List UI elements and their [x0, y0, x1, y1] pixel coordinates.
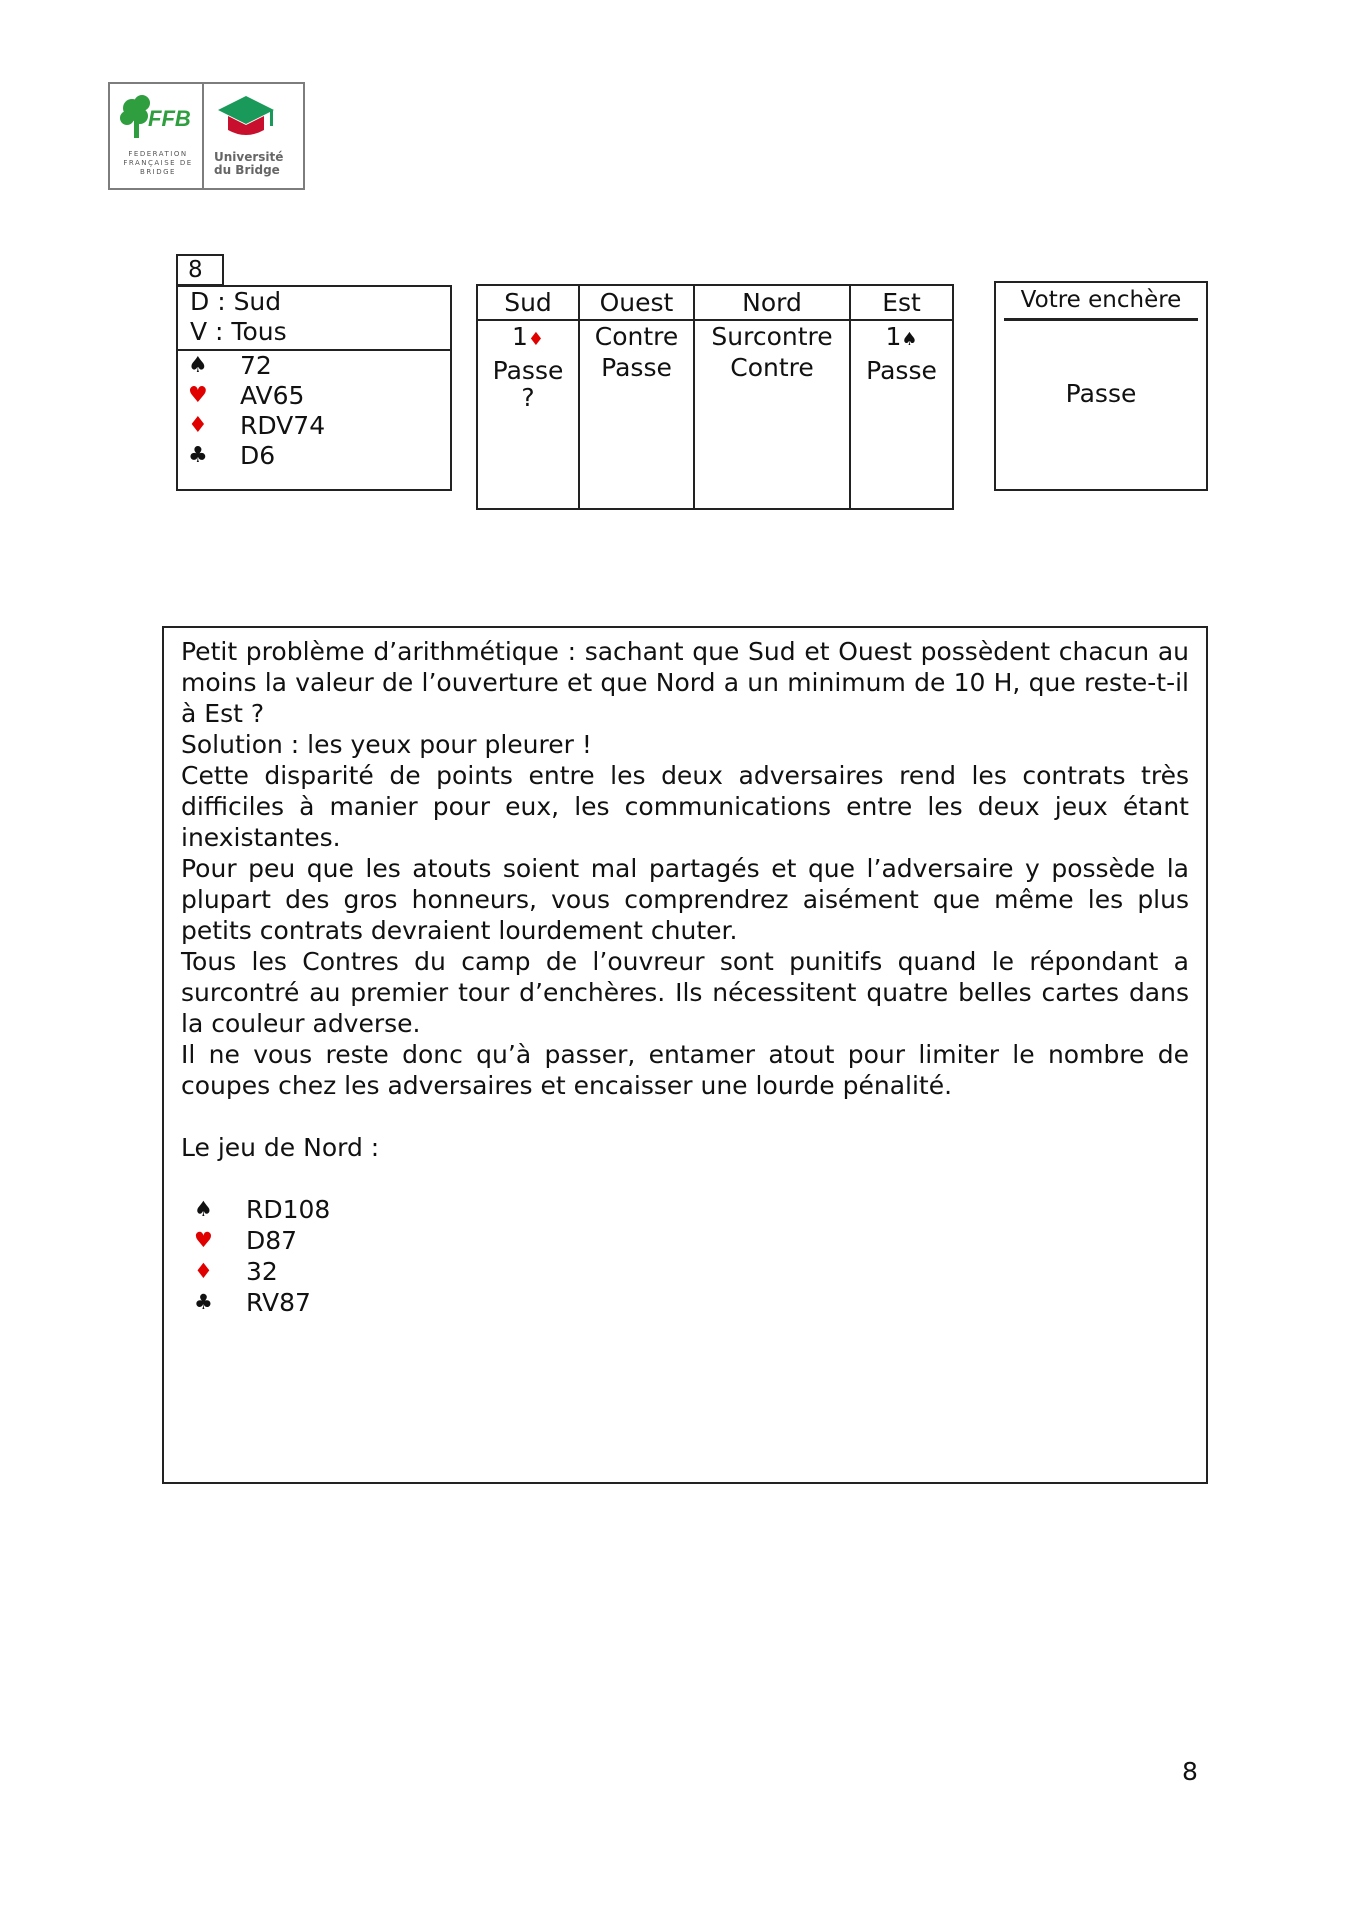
diamond-icon: ♦ — [188, 413, 208, 438]
north-spades: RD108 — [246, 1195, 331, 1224]
bid-sud-3: ? — [521, 383, 535, 412]
bid-est-1: 1♠ — [885, 322, 918, 351]
solution-text — [181, 636, 1189, 1101]
bidding-table — [476, 284, 954, 510]
bid-column-ouest — [580, 286, 693, 508]
deal-box — [176, 285, 452, 491]
diamond-icon: ♦ — [527, 329, 545, 350]
hand-hearts: AV65 — [240, 381, 305, 410]
bid-column-est — [851, 286, 952, 508]
north-clubs: RV87 — [246, 1288, 311, 1317]
page-number: 8 — [1182, 1757, 1198, 1786]
bid-column-sud — [478, 286, 578, 508]
club-icon: ♣ — [194, 1290, 213, 1314]
deal-number: 8 — [176, 254, 224, 286]
ffb-tree-icon — [118, 94, 198, 148]
diamond-icon: ♦ — [194, 1259, 213, 1283]
bid-est-2: Passe — [866, 356, 937, 385]
spade-icon: ♠ — [194, 1197, 213, 1221]
bid-nord-1: Surcontre — [711, 322, 833, 351]
bid-header-est: Est — [851, 286, 952, 321]
bid-nord-2: Contre — [730, 353, 814, 382]
hand-diamonds: RDV74 — [240, 411, 326, 440]
ffb-mark: FFB — [148, 106, 191, 131]
bid-ouest-1: Contre — [594, 322, 679, 351]
spade-icon: ♠ — [188, 353, 208, 378]
solution-box — [162, 626, 1208, 1484]
bid-ouest-2: Passe — [601, 353, 672, 382]
heart-icon: ♥ — [194, 1228, 213, 1252]
ffb-logo — [108, 82, 305, 190]
heart-icon: ♥ — [188, 383, 208, 408]
vulnerability-label: V : Tous — [190, 317, 287, 346]
solution-paragraph-1: Petit problème d’arithmétique : sachant que Sud et Ouest possèdent chacun au moins la valeur de l’ouverture et que Nord a un minimum de 10 H, que reste-t-il à Est ? — [181, 637, 1189, 728]
solution-paragraph-5: Tous les Contres du camp de l’ouvreur sont punitifs quand le répondant a surcontré au premier tour d’enchères. Ils nécessitent quatre belles cartes dans la couleur adverse. — [181, 947, 1189, 1038]
north-hearts: D87 — [246, 1226, 298, 1255]
club-icon: ♣ — [188, 443, 208, 468]
dealer-label: D : Sud — [190, 287, 282, 316]
graduation-cap-icon — [214, 92, 278, 148]
votre-enchere-box — [994, 281, 1208, 491]
bid-sud-2: Passe — [492, 356, 564, 385]
votre-enchere-answer: Passe — [1065, 379, 1137, 408]
deal-separator — [178, 349, 450, 351]
votre-enchere-rule — [1004, 318, 1198, 321]
hand-clubs: D6 — [240, 441, 276, 470]
solution-paragraph-3: Cette disparité de points entre les deux adversaires rend les contrats très difficiles à manier pour eux, les communications entre les deux jeux étant inexistantes. — [181, 761, 1189, 852]
north-hand-title: Le jeu de Nord : — [181, 1133, 380, 1162]
bid-header-ouest: Ouest — [580, 286, 693, 321]
solution-paragraph-2: Solution : les yeux pour pleurer ! — [181, 730, 592, 759]
ffb-subtitle: FEDERATION FRANÇAISE DE BRIDGE — [123, 150, 193, 176]
bid-sud-1: 1♦ — [511, 322, 545, 351]
solution-paragraph-6: Il ne vous reste donc qu’à passer, entamer atout pour limiter le nombre de coupes chez les adversaires et encaisser une lourde pénalité. — [181, 1040, 1189, 1100]
hand-spades: 72 — [240, 351, 272, 380]
bid-header-sud: Sud — [478, 286, 578, 321]
north-diamonds: 32 — [246, 1257, 278, 1286]
bid-column-nord — [695, 286, 849, 508]
spade-icon: ♠ — [901, 329, 918, 350]
logo-divider — [202, 84, 204, 188]
solution-paragraph-4: Pour peu que les atouts soient mal partagés et que l’adversaire y possède la plupart des gros honneurs, vous comprendrez aisément que même les plus petits contrats devraient lourdement chuter. — [181, 854, 1189, 945]
votre-enchere-title: Votre enchère — [1020, 287, 1182, 313]
universite-label: Université du Bridge — [214, 150, 284, 177]
bid-header-nord: Nord — [695, 286, 849, 321]
